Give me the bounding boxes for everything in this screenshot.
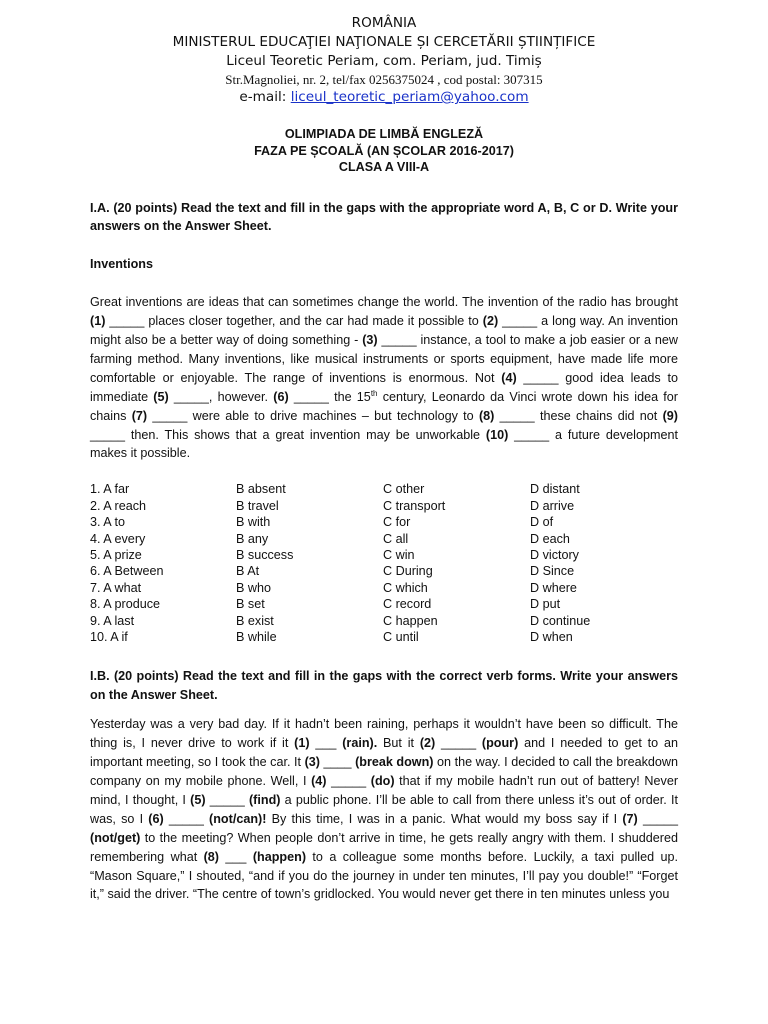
- option-cell: 8. A produce: [90, 597, 161, 612]
- option-cell: 9. A last: [90, 613, 135, 628]
- gap-6: (6): [273, 389, 289, 404]
- option-cell: C until: [383, 630, 419, 645]
- option-cell: D when: [530, 630, 573, 645]
- gap-8: (8): [478, 408, 495, 423]
- option-row: [90, 563, 590, 579]
- option-cell: B travel: [236, 498, 279, 513]
- email-label: e-mail:: [239, 89, 291, 105]
- option-row: [90, 514, 590, 530]
- option-cell: C for: [383, 515, 411, 530]
- option-row: [90, 547, 590, 563]
- option-cell: B absent: [236, 482, 286, 497]
- verb-gap-5: (5): [190, 792, 206, 807]
- option-cell: 5. A prize: [90, 548, 142, 562]
- verb-gap-7: (7): [622, 811, 638, 826]
- option-cell: C transport: [383, 498, 446, 513]
- school-name: Liceul Teoretic Periam, com. Periam, jud. Timiș: [226, 53, 542, 69]
- country-name: ROMÂNIA: [351, 15, 417, 31]
- verb-gap-4: (4): [311, 773, 327, 788]
- letterhead: [90, 14, 678, 107]
- section-b-instruction: I.B. (20 points) Read the text and fill in the gaps with the correct verb forms. Write your answers on the Answer Sheet.: [90, 669, 678, 703]
- gap-2: (2): [482, 314, 499, 329]
- option-cell: B success: [236, 548, 294, 562]
- option-cell: 6. A Between: [90, 564, 164, 579]
- option-cell: D distant: [530, 482, 580, 497]
- option-cell: C happen: [383, 613, 438, 628]
- option-row: [90, 531, 590, 547]
- exam-class: CLASA A VIII-A: [338, 160, 430, 174]
- option-row: [90, 580, 590, 596]
- verb-gap-2: (2): [419, 736, 436, 751]
- option-row: [90, 481, 590, 497]
- option-cell: D Since: [530, 564, 575, 579]
- option-cell: 2. A reach: [90, 498, 147, 513]
- option-cell: B exist: [236, 613, 274, 628]
- section-b-text: Yesterday was a very bad day. If it hadn’t been raining, perhaps it wouldn’t have been so difficult. The thing is, I never drive to work if it (1) ___ (rain). But it (2) _____ (pour) and I needed to get to an important meeting, so I took the car. It (3) ____ (break down) on the way. I decided to call the breakdown company on my mobile phone. Well, I (4) _____ (do) that if my mobile hadn’t run out of battery! Never mind, I thought, I (5) _____ (find) a public phone. I’ll be able to call from there unless it’s out of order. It was, so I (6) _____ (not/can)! By this time, I was in a panic. What would my boss say if I (7) _____ (not/get) to the meeting? When people don’t arrive in time, he gets really angry with them. I shuddered remembering what (8) ___ (happen) to a colleague some months before. Luckily, a taxi pulled up. “Mason Square,” I shouted, “and if you do the journey in under ten minutes, I’ll pay you double!” “Forget it,” said the driver. “The centre of town’s gridlocked. You would never get there in ten minutes unless you: [90, 717, 679, 902]
- document-page: [90, 14, 678, 904]
- option-cell: C all: [383, 531, 409, 546]
- option-cell: D each: [530, 531, 570, 546]
- verb-gap-1: (1): [294, 736, 310, 751]
- option-cell: D of: [530, 515, 554, 530]
- verb-hint-8: (happen): [252, 849, 307, 864]
- option-cell: D arrive: [530, 498, 575, 513]
- email-line: [90, 88, 678, 107]
- option-row: [90, 629, 590, 645]
- school-address: Str.Magnoliei, nr. 2, tel/fax 0256375024 , cod postal: 307315: [225, 72, 543, 87]
- email-link[interactable]: liceul_teoretic_periam@yahoo.com: [290, 89, 529, 105]
- option-cell: B At: [236, 564, 260, 579]
- verb-hint-4: (do): [370, 773, 395, 788]
- option-cell: D where: [530, 580, 577, 595]
- option-row: [90, 613, 590, 629]
- exam-phase: FAZA PE ȘCOALĂ (AN ȘCOLAR 2016-2017): [254, 143, 514, 158]
- gap-3: (3): [362, 333, 378, 348]
- section-a-instruction: I.A. (20 points) Read the text and fill in the gaps with the appropriate word A, B, C or D. Write your answers on the Answer Sheet.: [90, 200, 678, 234]
- gap-4: (4): [501, 370, 517, 385]
- gap-10: (10): [485, 427, 509, 442]
- gap-9: (9): [662, 408, 678, 423]
- option-cell: 4. A every: [90, 531, 146, 546]
- option-cell: C other: [383, 482, 425, 497]
- exam-titles: [90, 126, 678, 176]
- verb-hint-1: (rain).: [342, 736, 378, 751]
- option-row: [90, 498, 590, 514]
- gap-7: (7): [131, 408, 148, 423]
- option-cell: C which: [383, 580, 428, 595]
- section-a-text: Great inventions are ideas that can sometimes change the world. The invention of the radio has brought (1) _____ places closer together, and the car had made it possible to (2) _____ a long way. An invention might also be a better way of doing something - (3) _____ instance, a tool to make a job easier or a new farming method. Many inventions, like musical instruments or sports equipment, have made life more comfortable or enjoyable. The range of inventions is enormous. Not (4) _____ good idea leads to immediate (5) _____, however. (6) _____ the 15th century, Leonardo da Vinci wrote down his idea for chains (7) _____ were able to drive machines – but technology to (8) _____ these chains did not (9) _____ then. This shows that a great invention may be unworkable (10) _____ a future development makes it possible.: [90, 295, 679, 461]
- exam-title: OLIMPIADA DE LIMBĂ ENGLEZĂ: [284, 127, 484, 141]
- option-cell: C During: [383, 564, 433, 579]
- option-cell: B set: [236, 597, 265, 612]
- options-table: [90, 481, 590, 645]
- option-cell: 3. A to: [90, 515, 126, 530]
- verb-gap-8: (8): [203, 849, 220, 864]
- option-cell: D put: [530, 597, 561, 612]
- gap-1: (1): [90, 314, 106, 329]
- option-cell: B who: [236, 580, 272, 595]
- verb-gap-3: (3): [304, 755, 320, 770]
- option-cell: C record: [383, 597, 432, 612]
- verb-hint-7: (not/get): [90, 830, 141, 845]
- option-cell: B while: [236, 630, 277, 645]
- verb-hint-2: (pour): [481, 736, 519, 751]
- option-cell: 1. A far: [90, 482, 130, 497]
- verb-gap-6: (6): [148, 811, 164, 826]
- option-cell: 7. A what: [90, 580, 142, 595]
- section-a-heading: Inventions: [90, 257, 153, 272]
- option-cell: D continue: [530, 613, 591, 628]
- option-cell: C win: [383, 548, 415, 562]
- gap-5: (5): [153, 389, 169, 404]
- verb-hint-6: (not/can)!: [209, 811, 267, 826]
- option-cell: D victory: [530, 548, 579, 562]
- option-row: [90, 596, 590, 612]
- verb-hint-3: (break down): [355, 755, 434, 770]
- ministry-name: MINISTERUL EDUCAŢIEI NAŢIONALE ȘI CERCETĂRII ȘTIINȚIFICE: [172, 34, 596, 50]
- option-cell: B any: [236, 531, 269, 546]
- option-cell: B with: [236, 515, 271, 530]
- option-cell: 10. A if: [90, 630, 128, 645]
- verb-hint-5: (find): [248, 792, 281, 807]
